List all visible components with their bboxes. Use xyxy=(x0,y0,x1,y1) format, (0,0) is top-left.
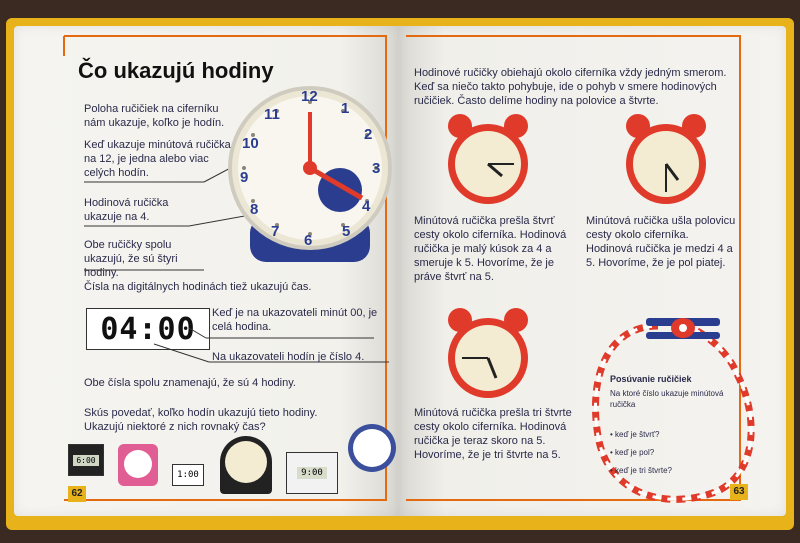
hour-hand-text: Hodinová ručička ukazuje na 4. xyxy=(84,197,169,223)
game-option-3: • keď je tri štvrte? xyxy=(610,466,672,475)
minute-hand-text: Keď ukazuje minútová ručička na 12, je jedna alebo viac celých hodín. xyxy=(84,139,231,179)
small-digital-clock-1 xyxy=(68,444,104,476)
game-title: Posúvanie ručičiek xyxy=(610,374,692,384)
clock-number-10: 10 xyxy=(242,135,259,152)
pink-alarm-clock xyxy=(118,444,158,486)
clock-number-1: 1 xyxy=(341,100,350,117)
intro-text: Poloha ručičiek na ciferníku nám ukazuje, koľko je hodín. xyxy=(84,103,225,129)
clock-number-9: 9 xyxy=(240,169,249,186)
clock-number-3: 3 xyxy=(372,160,381,177)
digital-leader-lines xyxy=(14,26,398,516)
right-page xyxy=(398,26,786,516)
alarm-clock-quarter-to xyxy=(438,302,538,402)
page-number-right: 63 xyxy=(730,484,748,500)
right-intro-text: Hodinové ručičky obiehajú okolo ciferníka vždy jedným smerom. Keď sa niečo takto pohybuje, ide o pohyb v smere hodinových ručičiek. Často delíme hodiny na polovice a štvrte. xyxy=(414,67,727,107)
small-display-1: 6:00 xyxy=(73,455,98,466)
clock-number-5: 5 xyxy=(342,223,351,240)
clock-number-11: 11 xyxy=(264,106,280,123)
black-arch-clock xyxy=(220,436,272,494)
airplane-icon xyxy=(638,296,728,356)
page-title: Čo ukazujú hodiny xyxy=(78,58,274,83)
quarter-past-text: Minútová ručička prešla štvrť cesty okolo ciferníka. Hodinová ručička je malý kúsok za 4 a smeruje k 5. Hovoríme, že je práve štvrť na 5. xyxy=(414,215,567,283)
both-hands-text: Obe ručičky spolu ukazujú, že sú štyri hodiny. xyxy=(84,239,178,279)
game-option-1-text: keď je štvrť? xyxy=(615,430,660,439)
digital-intro: Čísla na digitálnych hodinách tiež ukazujú čas. xyxy=(84,281,312,293)
game-question: Na ktoré číslo ukazuje minútová ručička xyxy=(610,389,724,409)
question-text: Skús povedať, koľko hodín ukazujú tieto hodiny. Ukazujú niektoré z nich rovnaký čas? xyxy=(84,407,318,433)
game-option-1: • keď je štvrť? xyxy=(610,430,660,439)
clock-number-2: 2 xyxy=(364,126,373,143)
game-option-2-text: keď je pol? xyxy=(615,448,655,457)
game-option-3-text: keď je tri štvrte? xyxy=(615,466,672,475)
alarm-clock-quarter-past xyxy=(438,108,538,208)
digital-minutes-text: Keď je na ukazovateli minút 00, je celá hodina. xyxy=(212,307,378,333)
game-option-2: • keď je pol? xyxy=(610,448,655,457)
clock-number-7: 7 xyxy=(271,223,280,240)
left-page xyxy=(14,26,398,516)
half-past-text: Minútová ručička ušla polovicu cesty okolo ciferníka. Hodinová ručička je medzi 4 a 5. Hovoríme, že je pol piatej. xyxy=(586,215,736,269)
small-digital-clock-2 xyxy=(172,464,204,486)
small-digital-clock-3 xyxy=(286,452,338,494)
digital-hours-text: Na ukazovateli hodín je číslo 4. xyxy=(212,351,365,363)
page-number-left: 62 xyxy=(68,486,86,502)
clock-number-6: 6 xyxy=(304,232,313,249)
blue-alarm-clock xyxy=(348,414,396,494)
clock-number-12: 12 xyxy=(301,88,318,105)
digital-display-time: 04:00 xyxy=(100,311,196,347)
alarm-clock-half-past xyxy=(616,108,716,208)
clock-number-4: 4 xyxy=(362,198,371,215)
clock-number-8: 8 xyxy=(250,201,259,218)
both-numbers-text: Obe čísla spolu znamenajú, že sú 4 hodiny. xyxy=(84,377,296,389)
small-display-2: 1:00 xyxy=(177,470,199,480)
small-display-3: 9:00 xyxy=(297,467,327,479)
quarter-to-text: Minútová ručička prešla tri štvrte cesty okolo ciferníka. Hodinová ručička je teraz skoro na 5. Hovoríme, že je tri štvrte na 5. xyxy=(414,407,572,461)
